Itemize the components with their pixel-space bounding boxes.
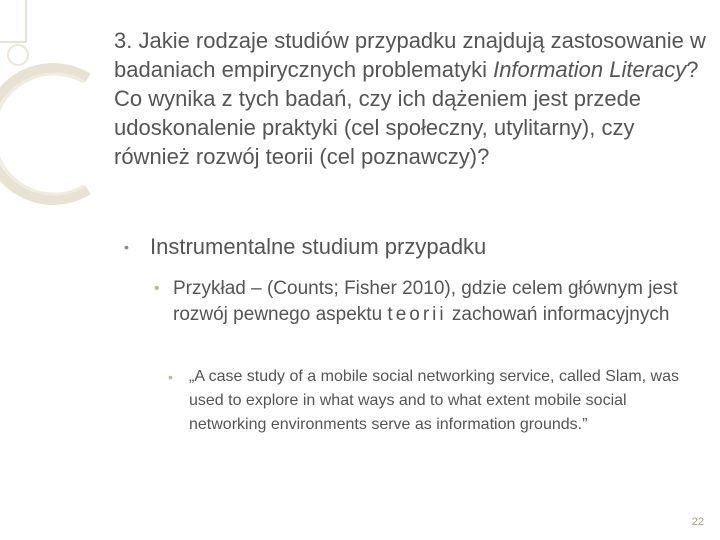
bullet-level-2-text xyxy=(173,276,694,328)
bullet-level-3 xyxy=(168,365,703,437)
bullet-level-3-quote: „A case study of a mobile social networking service, called Slam, was used to explore in what ways and to what extent mobile social networking environments serve as information grounds.” xyxy=(189,368,679,433)
bullet-dot-icon: • xyxy=(124,239,129,255)
small-circle-icon xyxy=(8,45,28,65)
title-italic-term: Information Literacy xyxy=(493,57,687,82)
title-text-part: 3. Jakie rodzaje studiów przypadku znajdują zastosowanie w badaniach empirycznych problematyki xyxy=(114,28,706,82)
page-number: 22 xyxy=(691,516,704,528)
bullet-text-part: Przykład – (Counts; Fisher 2010), gdzie celem głównym jest rozwój pewnego aspektu xyxy=(173,278,678,325)
bullet-level-1 xyxy=(124,232,684,262)
bullet-text-spaced: teorii xyxy=(387,304,447,325)
bullet-level-2 xyxy=(154,276,694,328)
bullet-text-part: zachowań informacyjnych xyxy=(446,304,670,325)
circle-arc-icon xyxy=(0,68,88,200)
title-text-part: ? Co wynika z tych badań, czy ich dążeniem jest przede udoskonalenie praktyki (cel społeczny, utylitarny), czy również rozwój teorii (cel poznawczy)? xyxy=(114,57,699,169)
slide-title xyxy=(114,26,714,171)
bullet-dot-icon: • xyxy=(154,280,160,297)
bullet-level-1-text: Instrumentalne studium przypadku xyxy=(150,234,487,259)
decorative-shapes xyxy=(0,0,110,250)
square-outline-icon xyxy=(0,0,26,42)
bullet-dot-icon: • xyxy=(168,369,173,385)
